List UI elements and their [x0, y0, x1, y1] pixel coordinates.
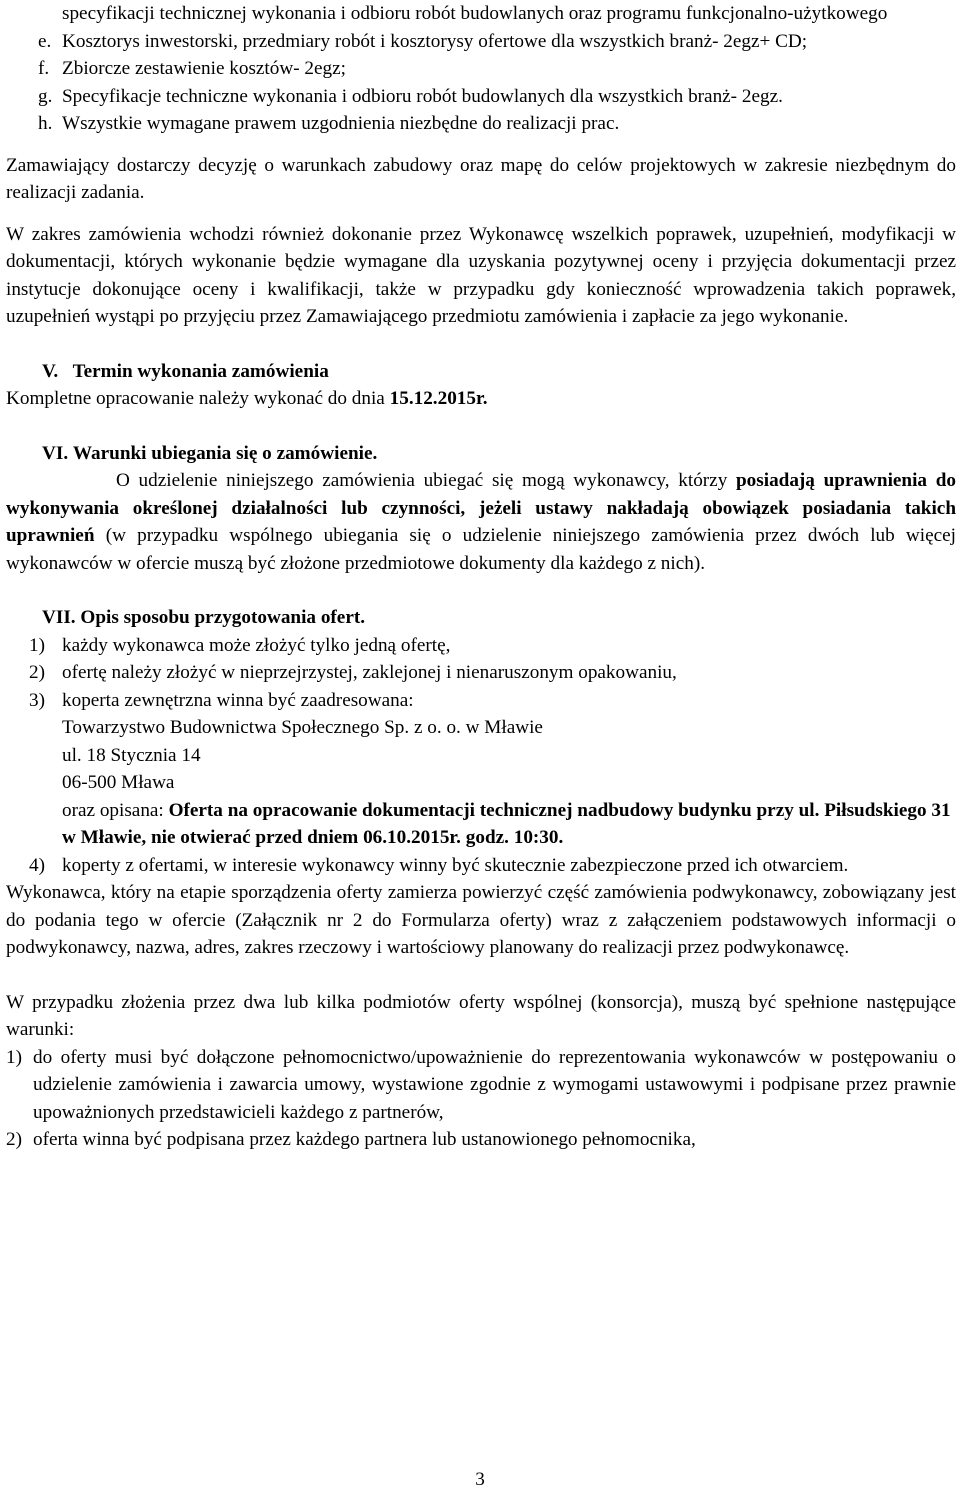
section-title: Warunki ubiegania się o zamówienie. — [72, 442, 378, 464]
list-item — [6, 0, 956, 28]
section-vi-heading — [6, 440, 956, 468]
list-marker: e. — [38, 30, 52, 52]
list-marker: f. — [38, 58, 50, 79]
section-number: V. — [42, 360, 59, 382]
list-marker: h. — [38, 113, 53, 134]
opisana-label: oraz opisana: — [62, 799, 169, 821]
address-line: Towarzystwo Budownictwa Społecznego Sp. z o. o. w Mławie — [62, 717, 543, 738]
list-item — [6, 632, 956, 660]
list-text: oferta winna być podpisana przez każdego partnera lub ustanowionego pełnomocnika, — [33, 1129, 696, 1150]
list-item — [6, 110, 956, 138]
list-item — [6, 687, 956, 715]
deadline-text: Kompletne opracowanie należy wykonać do dnia — [6, 388, 390, 409]
section-v-text — [6, 385, 956, 413]
list-item — [6, 659, 956, 687]
list-marker: 1) — [29, 634, 45, 656]
document-page — [6, 0, 956, 1154]
list-text: każdy wykonawca może złożyć tylko jedną ofertę, — [62, 634, 451, 656]
section-title: Termin wykonania zamówienia — [72, 360, 329, 382]
section-number: VI. — [42, 442, 69, 464]
vi-text-1: O udzielenie niniejszego zamówienia ubiegać się mogą wykonawcy, którzy — [116, 470, 736, 491]
list-marker: g. — [38, 85, 53, 107]
vi-text-2: (w przypadku wspólnego ubiegania się o udzielenie niniejszego zamówienia przez dwóch lub więcej wykonawców w ofercie muszą być złożone przedmiotowe dokumenty dla każdego z nich). — [6, 525, 956, 574]
list-marker — [6, 0, 62, 28]
paragraph-zamawiajacy: Zamawiający dostarczy decyzję o warunkach zabudowy oraz mapę do celów projektowych w zakresie niezbędnym do realizacji zadania. — [6, 154, 956, 203]
list-item — [6, 1044, 956, 1127]
paragraph-zakres: W zakres zamówienia wchodzi również dokonanie przez Wykonawcę wszelkich poprawek, uzupełnień, modyfikacji w dokumentacji, których wykonanie będzie wymagane dla uzyskania pozytywnej oceny i przyjęcia dokumentacji przez instytucje dokonujące oceny i kwalifikacji, także w przypadku gdy konieczność wprowadzenia takich poprawek, uzupełnień wystąpi po przyjęciu przez Zamawiającego przedmiotu zamówienia i zapłacie za jego wykonanie. — [6, 223, 956, 327]
paragraph-konsorcjum: W przypadku złożenia przez dwa lub kilka podmiotów oferty wspólnej (konsorcja), muszą być spełnione następujące warunki: — [6, 991, 956, 1040]
list-marker: 2) — [6, 1129, 22, 1150]
section-v-heading — [6, 358, 956, 386]
section-title: Opis sposobu przygotowania ofert. — [80, 607, 366, 628]
list-text: Specyfikacje techniczne wykonania i odbioru robót budowlanych dla wszystkich branż- 2egz. — [62, 85, 783, 107]
list-marker: 3) — [29, 689, 45, 711]
section-vii-heading — [6, 604, 956, 632]
list-text: Zbiorcze zestawienie kosztów- 2egz; — [62, 58, 346, 79]
opisana-bold: Oferta na opracowanie dokumentacji technicznej nadbudowy budynku przy ul. Piłsudskiego 31 w Mławie, nie otwierać przed dniem 06.10.2015r. godz. 10:30. — [62, 799, 951, 848]
deadline-date: 15.12.2015r. — [389, 388, 488, 409]
address-line: ul. 18 Stycznia 14 — [62, 744, 201, 766]
list-marker: 2) — [29, 662, 45, 683]
page-number: 3 — [475, 1469, 485, 1490]
section-vi-paragraph — [6, 467, 956, 577]
list-marker: 1) — [6, 1046, 22, 1068]
list-text: Wszystkie wymagane prawem uzgodnienia niezbędne do realizacji prac. — [62, 113, 620, 134]
envelope-description — [6, 797, 956, 852]
list-text: ofertę należy złożyć w nieprzejrzystej, zaklejonej i nienaruszonym opakowaniu, — [62, 662, 677, 683]
list-item — [6, 55, 956, 83]
list-text: koperta zewnętrzna winna być zaadresowana: — [62, 689, 414, 711]
paragraph-podwykonawca: Wykonawca, który na etapie sporządzenia oferty zamierza powierzyć część zamówienia podwykonawcy, zobowiązany jest do podania tego w ofercie (Załącznik nr 2 do Formularza oferty) wraz z załączeniem podstawowych informacji o podwykonawcy, nazwa, adres, zakres rzeczowy i wartościowy planowany do realizacji przez podwykonawcę. — [6, 882, 956, 958]
list-item — [6, 852, 956, 880]
list-marker: 4) — [29, 854, 45, 876]
list-text: Kosztorys inwestorski, przedmiary robót i kosztorysy ofertowe dla wszystkich branż- 2egz+ CD; — [62, 30, 808, 52]
list-item — [6, 1126, 956, 1154]
address-line: 06-500 Mława — [62, 772, 175, 793]
list-item — [6, 28, 956, 56]
vi-bold: posiadają uprawnienia do wykonywania określonej działalności lub czynności, jeżeli ustawy nakładają obowiązek posiadania takich uprawnień — [6, 470, 956, 546]
list-text: koperty z ofertami, w interesie wykonawcy winny być skutecznie zabezpieczone przed ich otwarciem. — [62, 854, 849, 876]
list-item — [6, 83, 956, 111]
list-text: specyfikacji technicznej wykonania i odbioru robót budowlanych oraz programu funkcjonalno-użytkowego — [62, 3, 888, 24]
section-number: VII. — [42, 607, 76, 628]
list-text: do oferty musi być dołączone pełnomocnictwo/upoważnienie do reprezentowania wykonawców w postępowaniu o udzielenie zamówienia i zawarcia umowy, wystawione zgodnie z wymogami ustawowymi i podpisane przez prawnie upoważnionych przedstawicieli każdego z partnerów, — [33, 1046, 956, 1123]
